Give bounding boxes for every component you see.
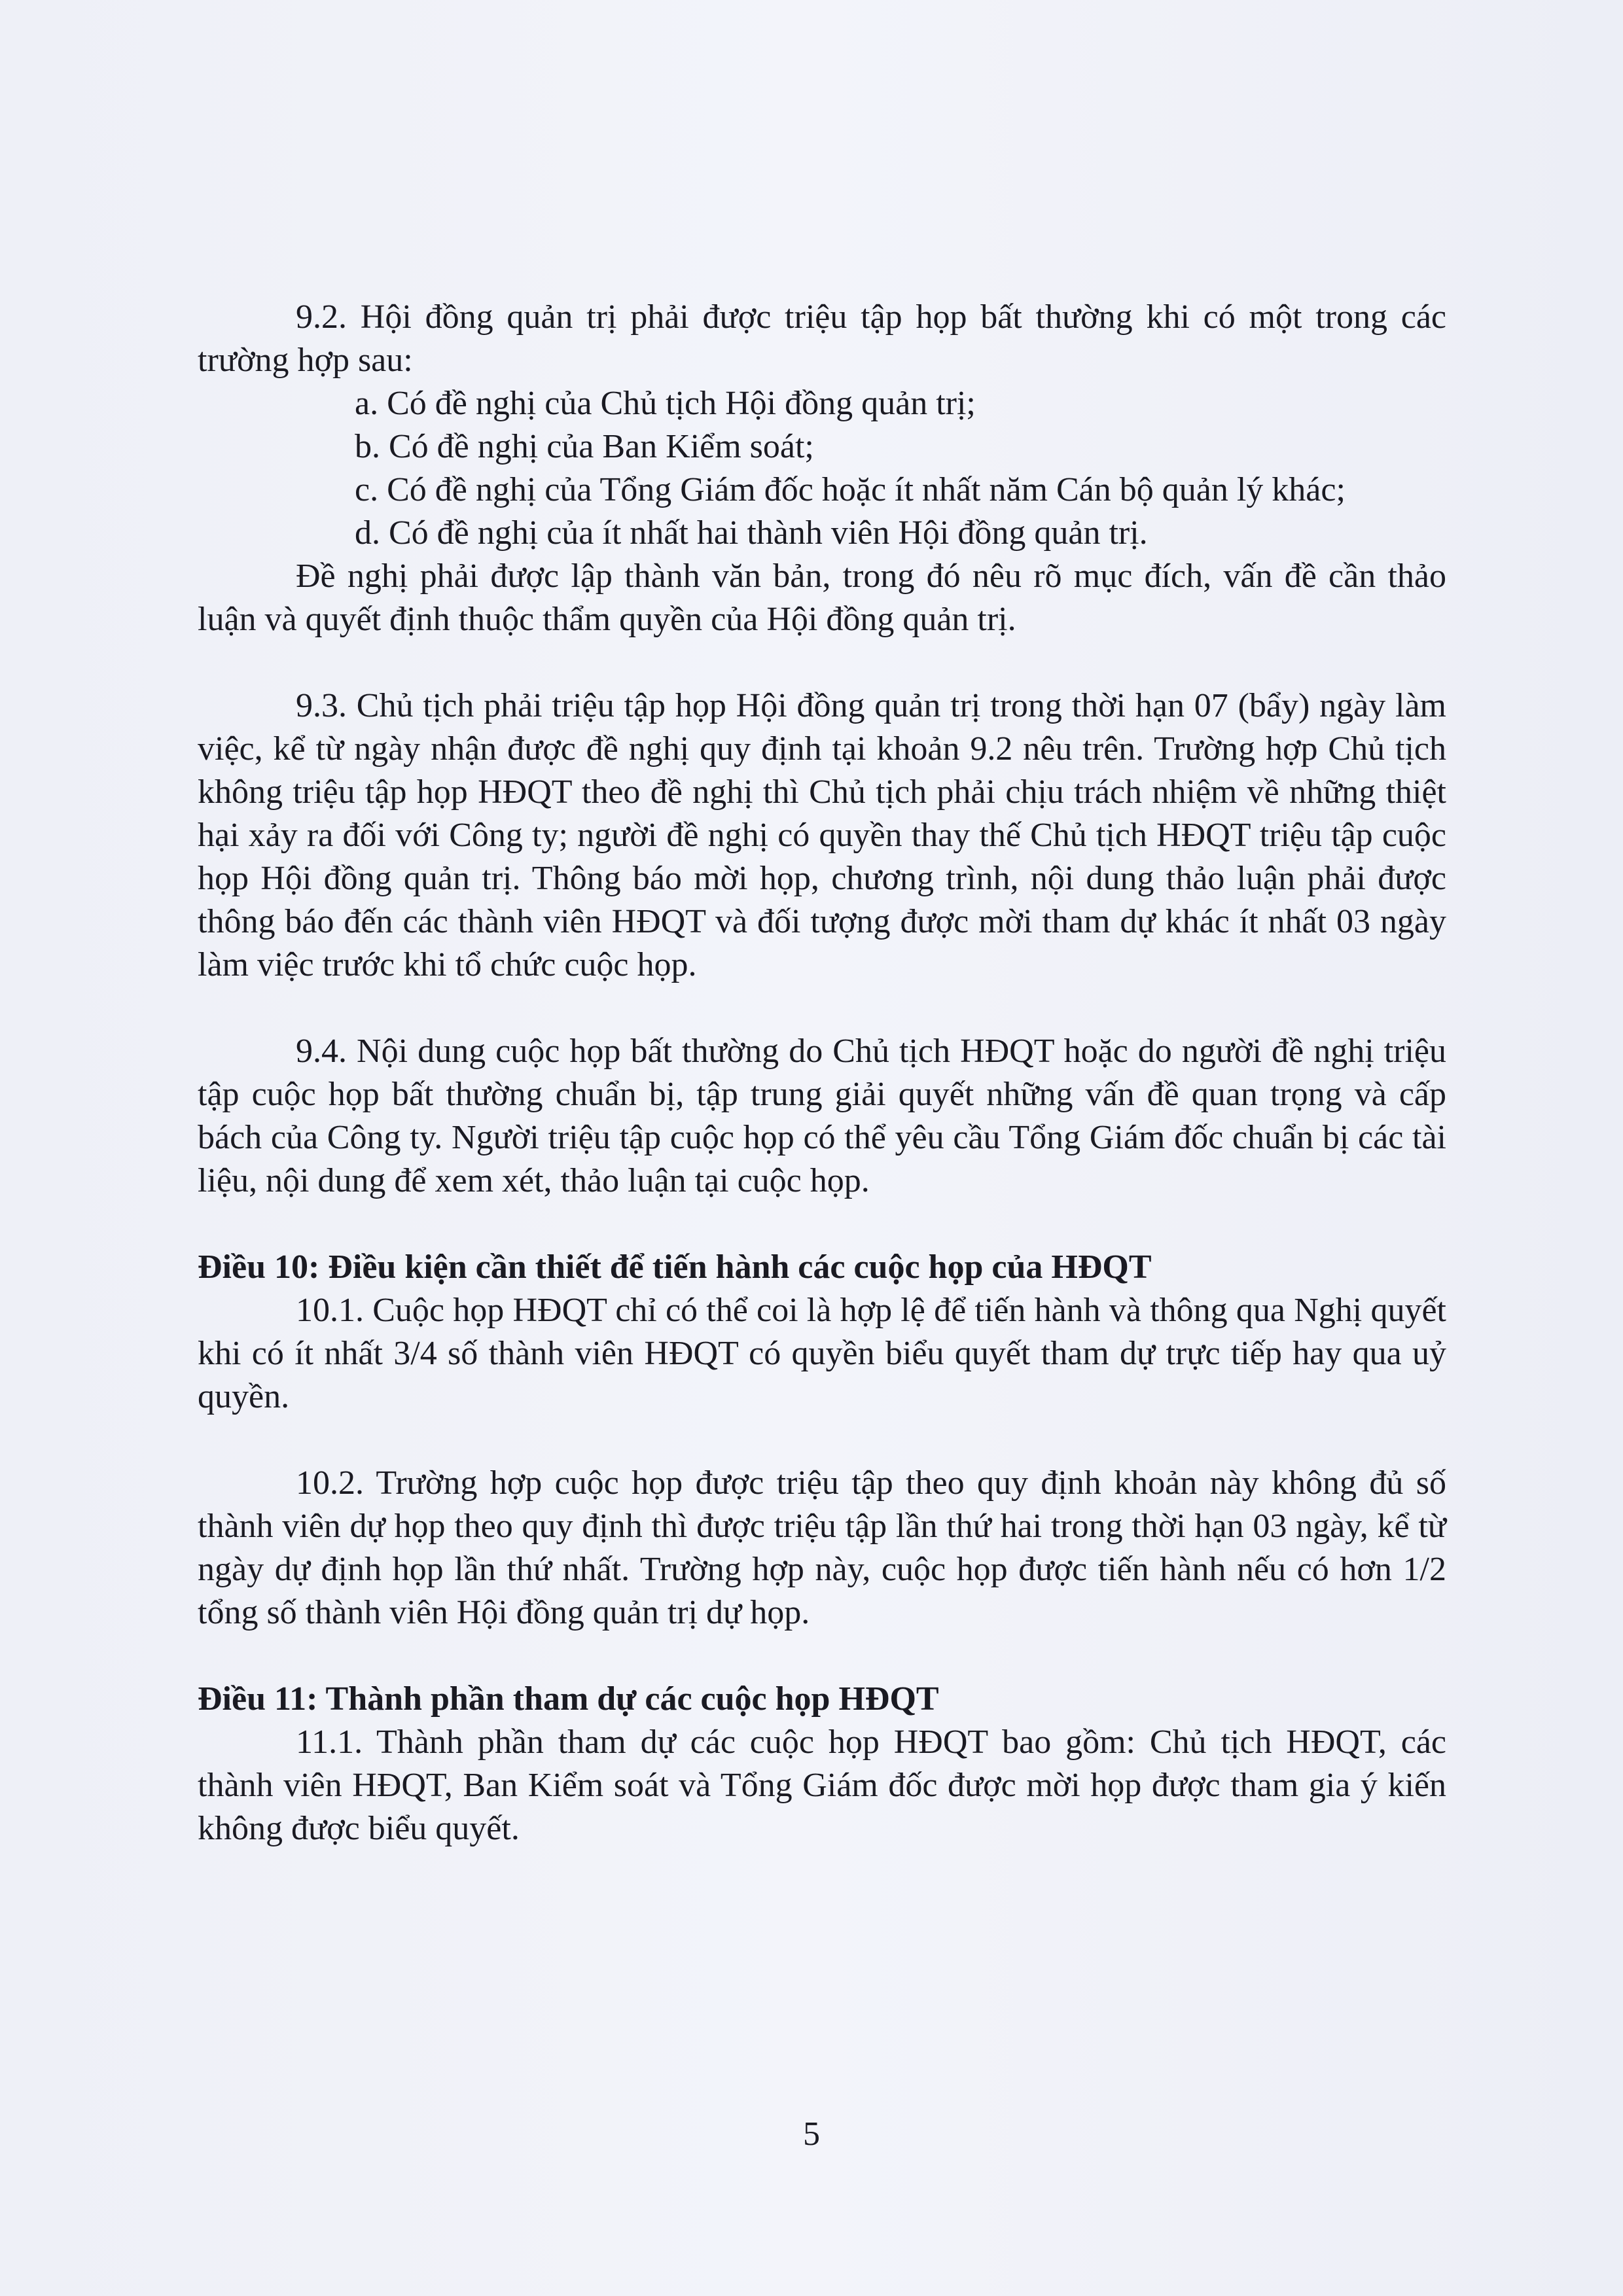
section-9-2-closing: Đề nghị phải được lập thành văn bản, trong đó nêu rõ mục đích, vấn đề cần thảo luận và quyết định thuộc thẩm quyền của Hội đồng quản trị. (198, 557, 1446, 638)
article-10-paragraph-1: 10.1. Cuộc họp HĐQT chỉ có thể coi là hợp lệ để tiến hành và thông qua Nghị quyết khi có ít nhất 3/4 số thành viên HĐQT có quyền biểu quyết tham dự trực tiếp hay qua uỷ quyền. (198, 1292, 1446, 1415)
article-10-heading: Điều 10: Điều kiện cần thiết để tiến hành các cuộc họp của HĐQT (198, 1248, 1152, 1286)
section-9-2-intro: 9.2. Hội đồng quản trị phải được triệu tập họp bất thường khi có một trong các trường hợp sau: (198, 298, 1446, 379)
article-10-paragraph-2: 10.2. Trường hợp cuộc họp được triệu tập theo quy định khoản này không đủ số thành viên dự họp theo quy định thì được triệu tập lần thứ hai trong thời hạn 03 ngày, kể từ ngày dự định họp lần thứ nhất. Trường hợp này, cuộc họp được tiến hành nếu có hơn 1/2 tổng số thành viên Hội đồng quản trị dự họp. (198, 1464, 1446, 1631)
article-11-paragraph-1: 11.1. Thành phần tham dự các cuộc họp HĐQT bao gồm: Chủ tịch HĐQT, các thành viên HĐQT, Ban Kiểm soát và Tổng Giám đốc được mời họp được tham gia ý kiến không được biểu quyết. (198, 1723, 1446, 1847)
paragraph-gap (198, 987, 1446, 1030)
document-body (198, 296, 1446, 1850)
section-9-3: 9.3. Chủ tịch phải triệu tập họp Hội đồng quản trị trong thời hạn 07 (bẩy) ngày làm việc, kể từ ngày nhận được đề nghị quy định tại khoản 9.2 nêu trên. Trường hợp Chủ tịch không triệu tập họp HĐQT theo đề nghị thì Chủ tịch phải chịu trách nhiệm về những thiệt hại xảy ra đối với Công ty; người đề nghị có quyền thay thế Chủ tịch HĐQT triệu tập cuộc họp Hội đồng quản trị. Thông báo mời họp, chương trình, nội dung thảo luận phải được thông báo đến các thành viên HĐQT và đối tượng được mời tham dự khác ít nhất 03 ngày làm việc trước khi tổ chức cuộc họp. (198, 687, 1446, 983)
section-9-2-item-d: d. Có đề nghị của ít nhất hai thành viên Hội đồng quản trị. (355, 514, 1148, 552)
section-9-2-item-b: b. Có đề nghị của Ban Kiểm soát; (355, 428, 814, 465)
paragraph-gap (198, 1419, 1446, 1462)
section-9-2-item-a: a. Có đề nghị của Chủ tịch Hội đồng quản trị; (355, 385, 976, 422)
section-9-2-item-c: c. Có đề nghị của Tổng Giám đốc hoặc ít nhất năm Cán bộ quản lý khác; (355, 471, 1346, 508)
page-number: 5 (803, 2115, 820, 2153)
paragraph-gap (198, 1203, 1446, 1246)
article-11-heading: Điều 11: Thành phần tham dự các cuộc họp HĐQT (198, 1680, 939, 1718)
paragraph-gap (198, 1634, 1446, 1678)
section-9-4: 9.4. Nội dung cuộc họp bất thường do Chủ tịch HĐQT hoặc do người đề nghị triệu tập cuộc họp bất thường chuẩn bị, tập trung giải quyết những vấn đề quan trọng và cấp bách của Công ty. Người triệu tập cuộc họp có thể yêu cầu Tổng Giám đốc chuẩn bị các tài liệu, nội dung để xem xét, thảo luận tại cuộc họp. (198, 1033, 1446, 1199)
paragraph-gap (198, 641, 1446, 684)
